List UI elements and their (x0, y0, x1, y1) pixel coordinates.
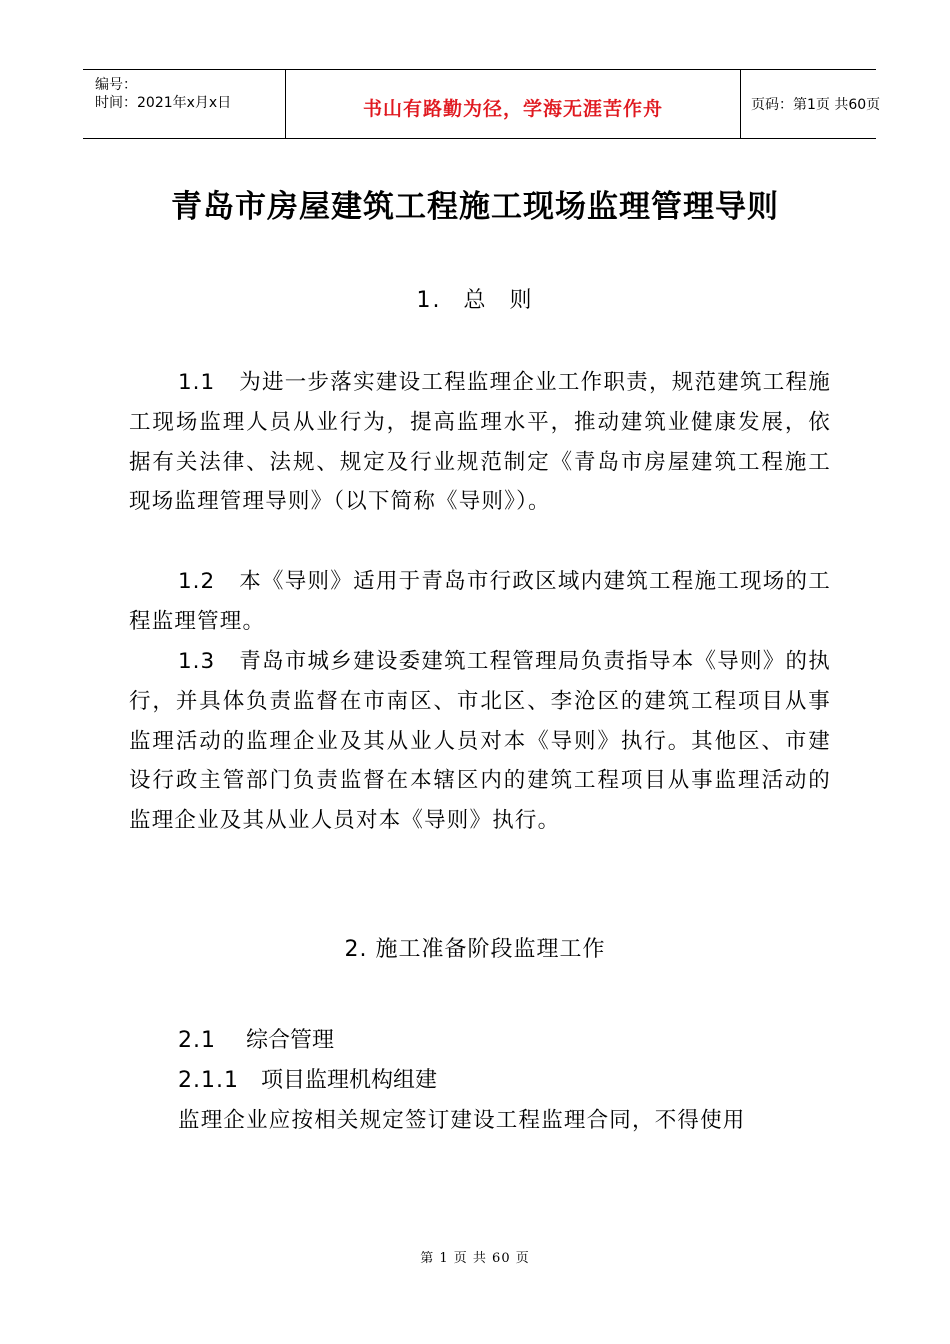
subsection-2-1-heading (178, 1023, 334, 1054)
motto-text: 书山有路勤为径，学海无涯苦作舟 (362, 98, 663, 120)
page-label: 页码：第1页 共60页 (751, 97, 881, 113)
header-page-cell (741, 70, 881, 138)
time-label: 时间：2021年x月x日 (95, 95, 232, 111)
section-1-heading (0, 283, 950, 314)
clause-text: 为进一步落实建设工程监理企业工作职责，规范建筑工程施工现场监理人员从业行为，提高监理水平，推动建筑业健康发展，依据有关法律、法规、规定及行业规范制定《青岛市房屋建筑工程施工现场监理管理导则》（以下简称《导则》）。 (129, 370, 831, 515)
section-2-heading: 2. 施工准备阶段监理工作 (344, 937, 606, 962)
document-title: 青岛市房屋建筑工程施工现场监理管理导则 (171, 189, 779, 225)
subsection-title: 项目监理机构组建 (260, 1068, 437, 1093)
clause-text: 本《导则》适用于青岛市行政区域内建筑工程施工现场的工程监理管理。 (129, 569, 831, 634)
paragraph-2-1-1: 监理企业应按相关规定签订建设工程监理合同，不得使用 (178, 1108, 746, 1133)
header-meta-cell (83, 70, 286, 138)
section-1-title-b: 则 (509, 288, 534, 313)
clause-number: 1.2 (178, 569, 216, 594)
section-1-title-a: 总 (463, 288, 488, 313)
subsection-number: 2.1.1 (178, 1068, 239, 1093)
header-motto-cell (286, 70, 741, 138)
clause-text: 青岛市城乡建设委建筑工程管理局负责指导本《导则》的执行，并具体负责监督在市南区、市北区、李沧区的建筑工程项目从事监理活动的监理企业及其从业人员对本《导则》执行。其他区、市建设行政主管部门负责监督在本辖区内的建筑工程项目从事监理活动的监理企业及其从业人员对本《导则》执行。 (129, 649, 831, 834)
paragraph-1-3 (129, 642, 831, 841)
number-label: 编号： (95, 77, 137, 93)
subsection-title: 综合管理 (246, 1028, 335, 1053)
clause-number: 1.3 (178, 649, 216, 674)
subsection-number: 2.1 (178, 1028, 216, 1053)
page-footer: 第 1 页 共 60 页 (420, 1251, 530, 1266)
subsection-2-1-1-heading (178, 1063, 437, 1094)
paragraph-1-2 (129, 562, 831, 642)
paragraph-1-1 (129, 363, 831, 522)
section-1-number: 1. (416, 288, 442, 313)
clause-number: 1.1 (178, 370, 216, 395)
header-table (83, 69, 881, 139)
